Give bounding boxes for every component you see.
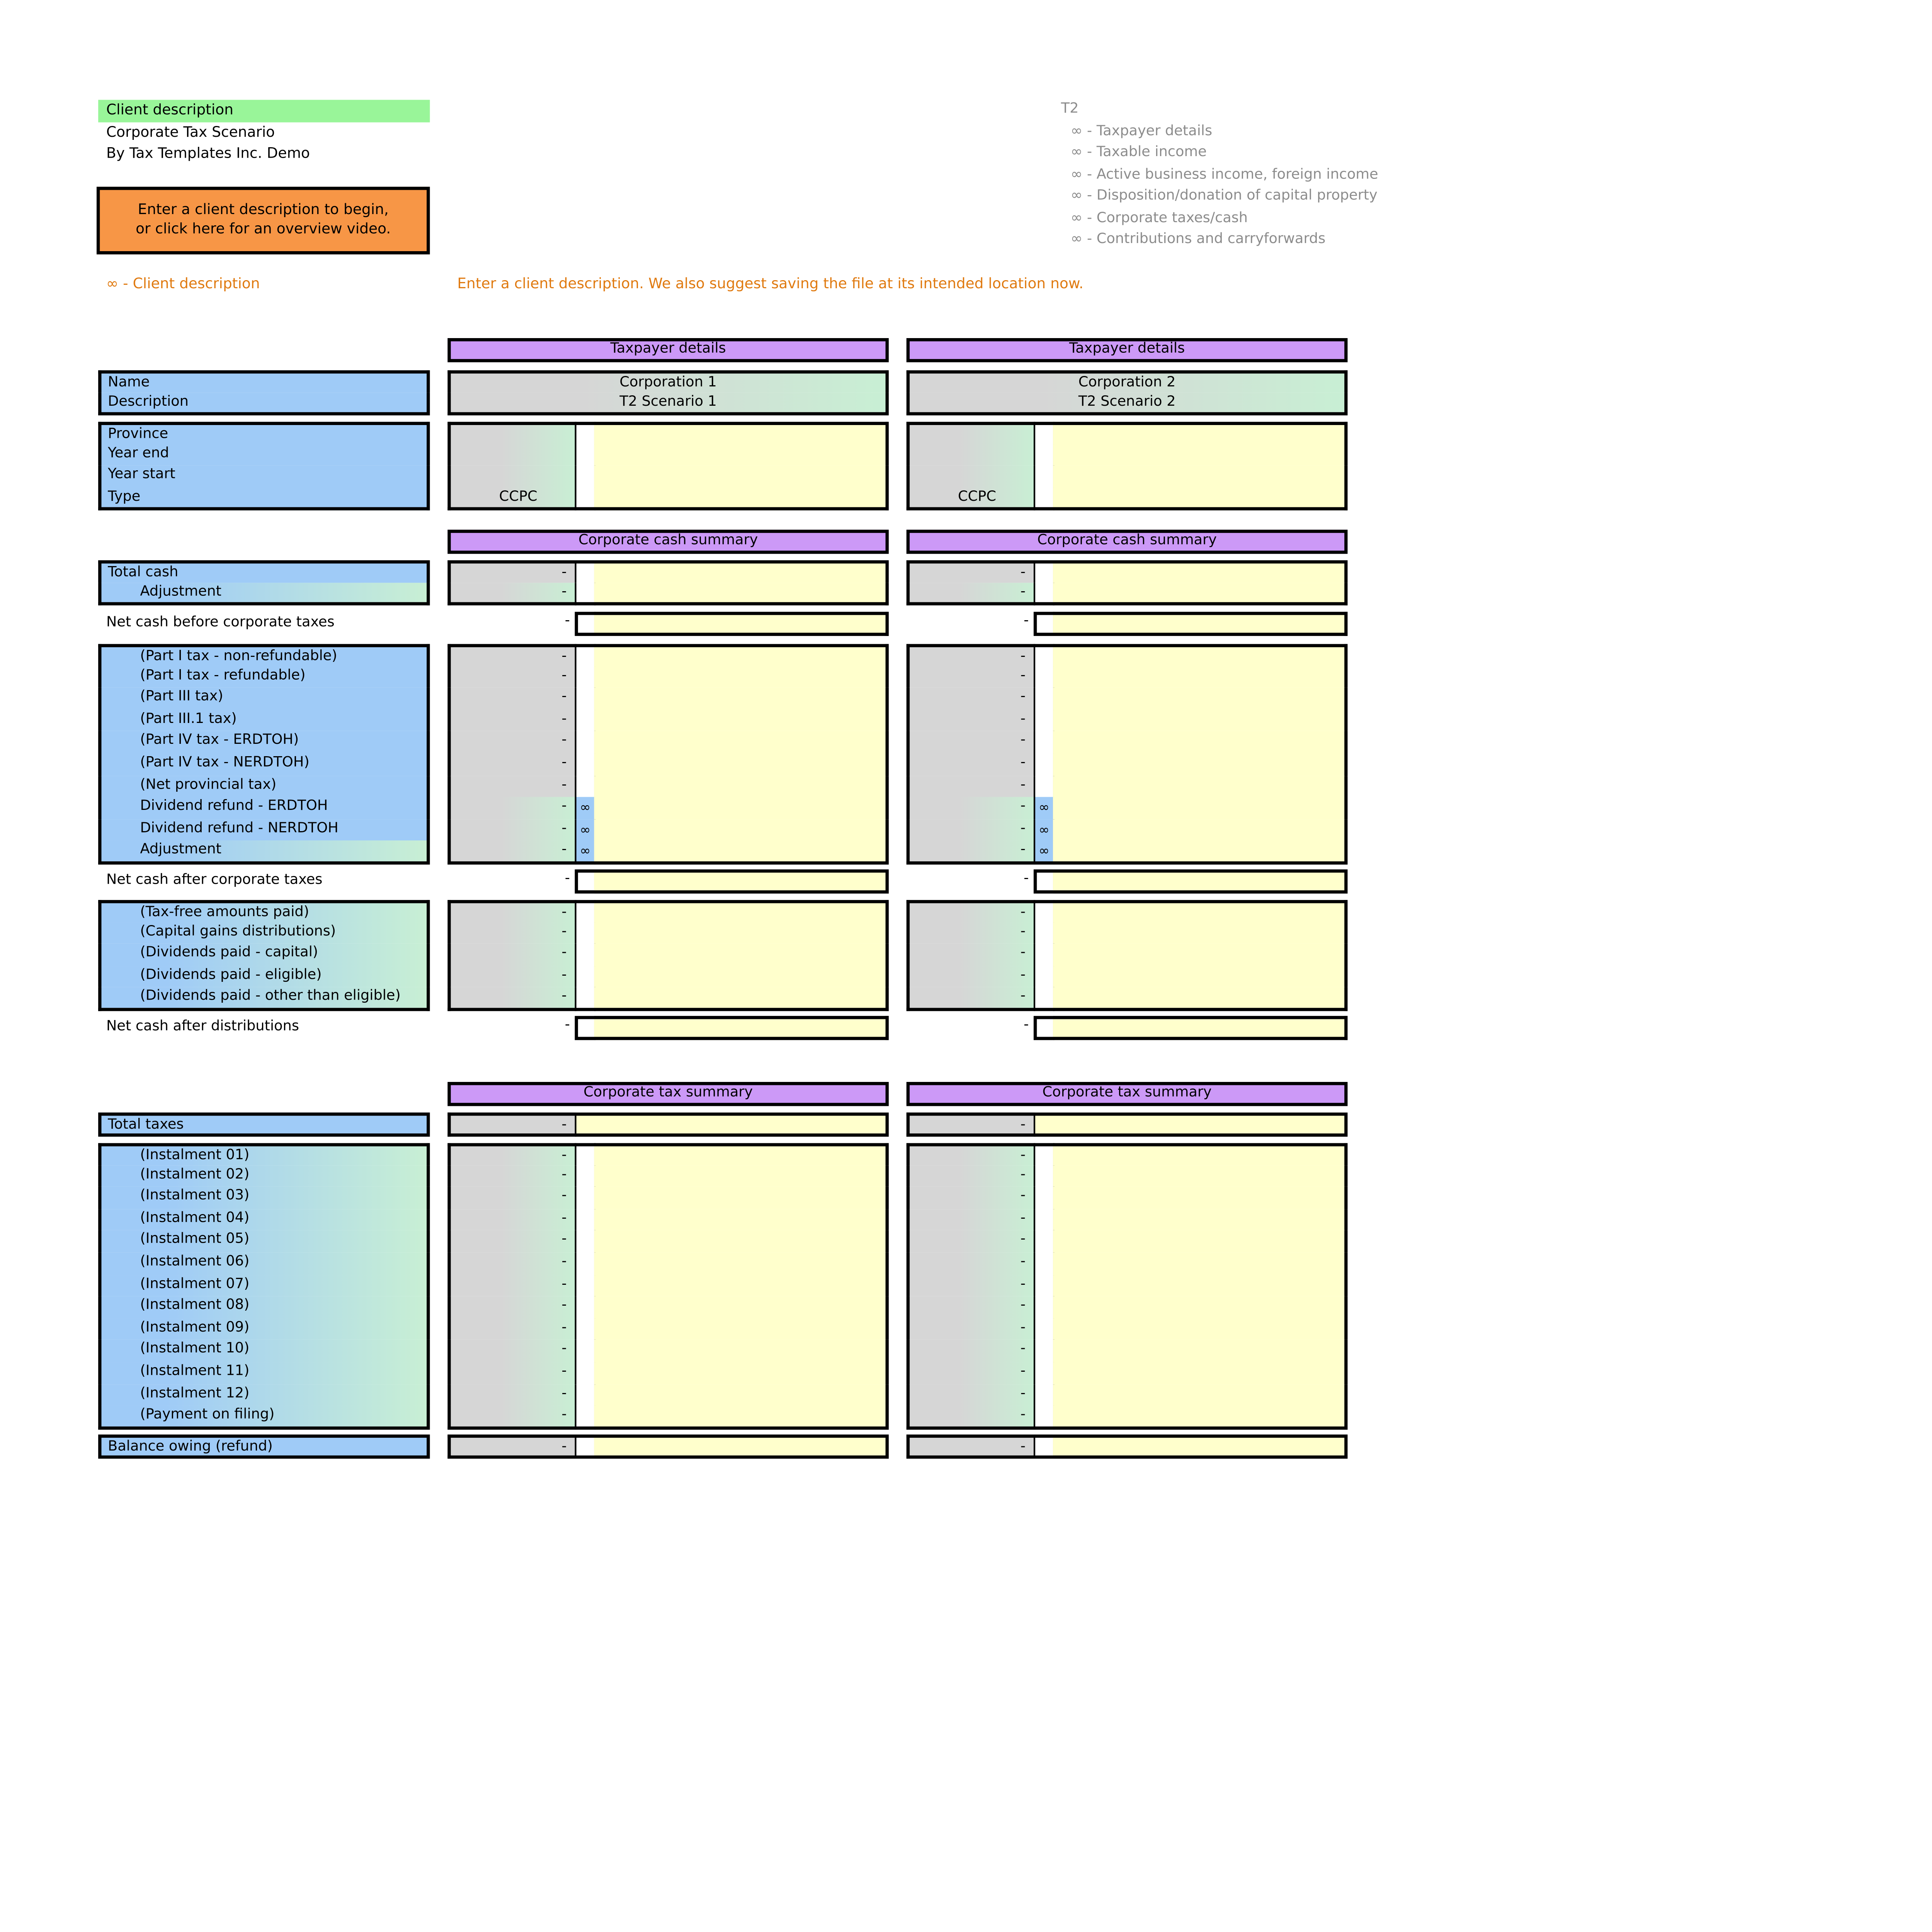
row-label-net-after-distributions: Net cash after distributions <box>106 1019 299 1036</box>
row-label-part1-refundable: (Part I tax - refundable) <box>98 666 430 688</box>
corp1-total-taxes-value[interactable]: - <box>447 1112 576 1137</box>
corp1-tax-row-7-value[interactable]: - <box>447 776 576 798</box>
corp2-instalment-1-notes[interactable] <box>1053 1143 1348 1165</box>
corp2-total-cash-notes[interactable] <box>1053 560 1348 582</box>
corp1-instalment-5-checkbox[interactable] <box>575 1231 596 1253</box>
corp1-net-after-taxes-value: - <box>565 871 570 887</box>
corp2-instalment-1-value[interactable]: - <box>906 1143 1035 1165</box>
corp1-tax-row-2-value[interactable]: - <box>447 666 576 688</box>
corp2-balance-owing-value[interactable]: - <box>906 1435 1035 1459</box>
row-label-instalment-02: (Instalment 02) <box>98 1165 430 1187</box>
corp1-instalment-6-notes[interactable] <box>594 1253 889 1275</box>
corp2-type-checkbox[interactable] <box>1034 488 1054 511</box>
row-label-dividends-other: (Dividends paid - other than eligible) <box>98 988 430 1011</box>
corp2-tax-row-4-value[interactable]: - <box>906 710 1035 732</box>
corp2-instalment-8-checkbox[interactable] <box>1034 1296 1054 1318</box>
corp2-tax-row-2-value[interactable]: - <box>906 666 1035 688</box>
corp2-instalment-5-checkbox[interactable] <box>1034 1231 1054 1253</box>
corp2-tax-row-3-notes[interactable] <box>1053 688 1348 710</box>
corp1-instalment-10-value[interactable]: - <box>447 1340 576 1362</box>
corp1-instalment-12-notes[interactable] <box>594 1384 889 1406</box>
corp1-tax-row-5-value[interactable]: - <box>447 731 576 753</box>
row-label-instalment-03: (Instalment 03) <box>98 1187 430 1209</box>
corp1-year-end-checkbox[interactable] <box>575 444 596 466</box>
row-label-instalment-12: (Instalment 12) <box>98 1384 430 1406</box>
corp2-dist-row-4-value[interactable]: - <box>906 966 1035 988</box>
corp2-dist-row-1-checkbox[interactable] <box>1034 900 1054 922</box>
corp1-instalment-11-value[interactable]: - <box>447 1362 576 1384</box>
corp1-cash-adjustment-notes[interactable] <box>594 582 889 606</box>
corp2-tax-row-9-value[interactable]: - <box>906 819 1035 841</box>
corp1-instalment-9-checkbox[interactable] <box>575 1318 596 1340</box>
row-label-net-before-taxes: Net cash before corporate taxes <box>106 615 335 631</box>
corp2-instalment-2-checkbox[interactable] <box>1034 1165 1054 1187</box>
nav-title: T2 <box>1061 101 1079 118</box>
corp2-dist-row-4-checkbox[interactable] <box>1034 966 1054 988</box>
corp1-tax-row-7-checkbox[interactable] <box>575 776 596 798</box>
row-label-year-start: Year start <box>98 466 430 488</box>
nav-link-corporate-taxes[interactable]: ∞ - Corporate taxes/cash <box>1070 211 1248 227</box>
corp1-year-end-notes[interactable] <box>594 444 889 466</box>
corp2-net-before-taxes-notes[interactable] <box>1053 612 1348 636</box>
corp1-dist-row-1-value[interactable]: - <box>447 900 576 922</box>
corp1-dist-row-3-notes[interactable] <box>594 944 889 966</box>
button-line-1: Enter a client description to begin, <box>138 203 389 219</box>
corp2-instalment-13-value[interactable]: - <box>906 1406 1035 1429</box>
corp1-type-value[interactable]: CCPC <box>447 488 576 511</box>
corp2-tax-row-6-notes[interactable] <box>1053 753 1348 776</box>
corp1-dist-row-4-value[interactable]: - <box>447 966 576 988</box>
corp1-dist-row-4-notes[interactable] <box>594 966 889 988</box>
nav-link-taxpayer-details[interactable]: ∞ - Taxpayer details <box>1070 124 1213 140</box>
corp2-tax-row-5-checkbox[interactable] <box>1034 731 1054 753</box>
corp2-instalment-8-notes[interactable] <box>1053 1296 1348 1318</box>
corp1-tax-row-8-notes[interactable] <box>594 797 889 819</box>
corp2-instalment-10-checkbox[interactable] <box>1034 1340 1054 1362</box>
corp2-dist-row-5-checkbox[interactable] <box>1034 988 1054 1011</box>
corp2-net-after-distributions-checkbox[interactable] <box>1034 1016 1054 1040</box>
corp2-instalment-6-checkbox[interactable] <box>1034 1253 1054 1275</box>
corp1-balance-owing-notes[interactable] <box>594 1435 889 1459</box>
corp2-tax-row-8-link-icon[interactable]: ∞ <box>1034 797 1054 819</box>
corp1-tax-row-10-notes[interactable] <box>594 841 889 865</box>
scenario-author: By Tax Templates Inc. Demo <box>106 146 310 163</box>
corp2-cash-adjustment-value[interactable]: - <box>906 582 1035 606</box>
section-header-tax-2: Corporate tax summary <box>906 1082 1348 1106</box>
row-label-part4-nerdtoh: (Part IV tax - NERDTOH) <box>98 753 430 776</box>
corp1-instalment-11-checkbox[interactable] <box>575 1362 596 1384</box>
corp2-instalment-2-notes[interactable] <box>1053 1165 1348 1187</box>
corp2-dist-row-5-notes[interactable] <box>1053 988 1348 1011</box>
corp1-tax-row-7-notes[interactable] <box>594 776 889 798</box>
corp2-name[interactable]: Corporation 2 <box>906 370 1348 392</box>
corp1-type-notes[interactable] <box>594 488 889 511</box>
section-header-taxpayer-1: Taxpayer details <box>447 338 889 362</box>
corp1-total-cash-checkbox[interactable] <box>575 560 596 582</box>
corp1-instalment-3-checkbox[interactable] <box>575 1187 596 1209</box>
corp1-tax-row-5-notes[interactable] <box>594 731 889 753</box>
corp1-net-after-distributions-checkbox[interactable] <box>575 1016 596 1040</box>
row-label-payment-on-filing: (Payment on filing) <box>98 1406 430 1429</box>
corp1-year-start-checkbox[interactable] <box>575 466 596 488</box>
corp2-instalment-9-notes[interactable] <box>1053 1318 1348 1340</box>
button-line-2: or click here for an overview video. <box>136 221 391 238</box>
corp2-total-cash-checkbox[interactable] <box>1034 560 1054 582</box>
corp1-instalment-11-notes[interactable] <box>594 1362 889 1384</box>
corp1-tax-row-1-value[interactable]: - <box>447 644 576 666</box>
corp1-instalment-7-checkbox[interactable] <box>575 1274 596 1296</box>
row-label-part3-1: (Part III.1 tax) <box>98 710 430 732</box>
corp2-net-after-taxes-value: - <box>1024 871 1029 887</box>
corp1-type-checkbox[interactable] <box>575 488 596 511</box>
corp1-instalment-3-notes[interactable] <box>594 1187 889 1209</box>
row-label-net-provincial: (Net provincial tax) <box>98 776 430 798</box>
corp1-instalment-9-value[interactable]: - <box>447 1318 576 1340</box>
corp2-tax-row-7-value[interactable]: - <box>906 776 1035 798</box>
row-label-tax-free-paid: (Tax-free amounts paid) <box>98 900 430 922</box>
corp2-tax-row-6-value[interactable]: - <box>906 753 1035 776</box>
nav-link-contributions[interactable]: ∞ - Contributions and carryforwards <box>1070 232 1326 248</box>
corp2-dist-row-4-notes[interactable] <box>1053 966 1348 988</box>
corp1-instalment-5-notes[interactable] <box>594 1231 889 1253</box>
row-label-province: Province <box>98 422 430 444</box>
corp2-net-before-taxes-checkbox[interactable] <box>1034 612 1054 636</box>
corp1-total-cash-value[interactable]: - <box>447 560 576 582</box>
corp2-province-notes[interactable] <box>1053 422 1348 444</box>
corp2-dist-row-3-value[interactable]: - <box>906 944 1035 966</box>
row-label-dividend-refund-nerdtoh: Dividend refund - NERDTOH <box>98 819 430 841</box>
corp2-balance-owing-checkbox[interactable] <box>1034 1435 1054 1459</box>
row-label-instalment-11: (Instalment 11) <box>98 1362 430 1384</box>
corp2-dist-row-1-value[interactable]: - <box>906 900 1035 922</box>
corp2-year-end-value[interactable] <box>906 444 1035 466</box>
corp1-tax-row-4-notes[interactable] <box>594 710 889 732</box>
corp2-tax-row-1-value[interactable]: - <box>906 644 1035 666</box>
corp1-net-after-distributions-value: - <box>565 1017 570 1034</box>
section-header-cash-1: Corporate cash summary <box>447 530 889 554</box>
corp1-instalment-13-value[interactable]: - <box>447 1406 576 1429</box>
corp1-dist-row-5-checkbox[interactable] <box>575 988 596 1011</box>
row-label-part1-nonrefundable: (Part I tax - non-refundable) <box>98 644 430 666</box>
corp2-instalment-8-value[interactable]: - <box>906 1296 1035 1318</box>
corp2-tax-row-2-checkbox[interactable] <box>1034 666 1054 688</box>
row-label-instalment-09: (Instalment 09) <box>98 1318 430 1340</box>
corp1-dist-row-5-notes[interactable] <box>594 988 889 1011</box>
corp1-instalment-4-notes[interactable] <box>594 1209 889 1231</box>
corp1-net-before-taxes-value: - <box>565 613 570 630</box>
row-label-instalment-06: (Instalment 06) <box>98 1253 430 1275</box>
corp2-year-end-checkbox[interactable] <box>1034 444 1054 466</box>
corp1-dist-row-1-notes[interactable] <box>594 900 889 922</box>
corp1-instalment-2-checkbox[interactable] <box>575 1165 596 1187</box>
row-label-dividends-capital: (Dividends paid - capital) <box>98 944 430 966</box>
corp1-instalment-1-value[interactable]: - <box>447 1143 576 1165</box>
row-label-cash-adjustment: Adjustment <box>98 582 430 606</box>
corp1-tax-row-3-notes[interactable] <box>594 688 889 710</box>
corp2-instalment-3-checkbox[interactable] <box>1034 1187 1054 1209</box>
corp1-tax-row-6-notes[interactable] <box>594 753 889 776</box>
corp2-instalment-5-notes[interactable] <box>1053 1231 1348 1253</box>
corp2-tax-row-9-link-icon[interactable]: ∞ <box>1034 819 1054 841</box>
corp2-tax-row-8-notes[interactable] <box>1053 797 1348 819</box>
corp2-year-start-notes[interactable] <box>1053 466 1348 488</box>
corp2-tax-row-9-notes[interactable] <box>1053 819 1348 841</box>
corp1-tax-row-9-notes[interactable] <box>594 819 889 841</box>
row-label-instalment-07: (Instalment 07) <box>98 1274 430 1296</box>
corp1-tax-row-6-checkbox[interactable] <box>575 753 596 776</box>
nav-link-disposition[interactable]: ∞ - Disposition/donation of capital property <box>1070 188 1378 205</box>
corp1-instalment-4-checkbox[interactable] <box>575 1209 596 1231</box>
corp2-instalment-7-checkbox[interactable] <box>1034 1274 1054 1296</box>
corp1-tax-row-3-checkbox[interactable] <box>575 688 596 710</box>
corp2-tax-row-7-checkbox[interactable] <box>1034 776 1054 798</box>
corp1-net-after-taxes-checkbox[interactable] <box>575 869 596 894</box>
corp2-tax-row-10-notes[interactable] <box>1053 841 1348 865</box>
corp1-tax-row-1-notes[interactable] <box>594 644 889 666</box>
corp2-year-start-checkbox[interactable] <box>1034 466 1054 488</box>
row-label-total-taxes: Total taxes <box>98 1112 430 1137</box>
corp2-tax-row-3-checkbox[interactable] <box>1034 688 1054 710</box>
corp2-net-after-distributions-notes[interactable] <box>1053 1016 1348 1040</box>
corp1-instalment-12-checkbox[interactable] <box>575 1384 596 1406</box>
corp1-total-cash-notes[interactable] <box>594 560 889 582</box>
corp1-instalment-9-notes[interactable] <box>594 1318 889 1340</box>
corp1-instalment-13-notes[interactable] <box>594 1406 889 1429</box>
corp1-name[interactable]: Corporation 1 <box>447 370 889 392</box>
corp2-instalment-9-value[interactable]: - <box>906 1318 1035 1340</box>
corp2-instalment-13-notes[interactable] <box>1053 1406 1348 1429</box>
corp1-tax-row-9-value[interactable]: - <box>447 819 576 841</box>
corp2-tax-row-6-checkbox[interactable] <box>1034 753 1054 776</box>
corp2-instalment-6-value[interactable]: - <box>906 1253 1035 1275</box>
corp2-dist-row-2-value[interactable]: - <box>906 922 1035 944</box>
corp2-net-before-taxes-value: - <box>1024 613 1029 630</box>
corp1-instalment-13-checkbox[interactable] <box>575 1406 596 1429</box>
corp2-tax-row-10-value[interactable]: - <box>906 841 1035 865</box>
corp2-instalment-11-value[interactable]: - <box>906 1362 1035 1384</box>
client-description-link[interactable]: ∞ - Client description <box>106 277 260 293</box>
corp2-instalment-11-checkbox[interactable] <box>1034 1362 1054 1384</box>
row-label-year-end: Year end <box>98 444 430 466</box>
corp1-net-after-distributions-notes[interactable] <box>594 1016 889 1040</box>
corp1-province-notes[interactable] <box>594 422 889 444</box>
corp1-instalment-6-value[interactable]: - <box>447 1253 576 1275</box>
corp1-instalment-7-notes[interactable] <box>594 1274 889 1296</box>
corp2-dist-row-3-notes[interactable] <box>1053 944 1348 966</box>
corp1-tax-row-3-value[interactable]: - <box>447 688 576 710</box>
corp2-cash-adjustment-checkbox[interactable] <box>1034 582 1054 606</box>
corp1-tax-row-4-value[interactable]: - <box>447 710 576 732</box>
corp1-dist-row-1-checkbox[interactable] <box>575 900 596 922</box>
corp2-instalment-10-notes[interactable] <box>1053 1340 1348 1362</box>
corp2-instalment-3-value[interactable]: - <box>906 1187 1035 1209</box>
corp1-tax-row-4-checkbox[interactable] <box>575 710 596 732</box>
nav-link-taxable-income[interactable]: ∞ - Taxable income <box>1070 145 1207 161</box>
corp1-tax-row-8-value[interactable]: - <box>447 797 576 819</box>
corp2-instalment-6-notes[interactable] <box>1053 1253 1348 1275</box>
corp1-instalment-2-notes[interactable] <box>594 1165 889 1187</box>
section-header-taxpayer-2: Taxpayer details <box>906 338 1348 362</box>
client-description-label[interactable]: Client description <box>98 100 430 122</box>
row-label-balance-owing: Balance owing (refund) <box>98 1435 430 1459</box>
corp2-dist-row-2-notes[interactable] <box>1053 922 1348 944</box>
corp1-instalment-8-checkbox[interactable] <box>575 1296 596 1318</box>
corp1-instalment-8-value[interactable]: - <box>447 1296 576 1318</box>
row-label-part3: (Part III tax) <box>98 688 430 710</box>
corp2-total-taxes-notes[interactable] <box>1034 1112 1348 1137</box>
corp1-balance-owing-value[interactable]: - <box>447 1435 576 1459</box>
corp1-tax-row-9-link-icon[interactable]: ∞ <box>575 819 596 841</box>
row-label-instalment-08: (Instalment 08) <box>98 1296 430 1318</box>
row-label-net-after-taxes: Net cash after corporate taxes <box>106 872 323 889</box>
corp2-province-value[interactable] <box>906 422 1035 444</box>
corp2-tax-row-1-checkbox[interactable] <box>1034 644 1054 666</box>
corp2-tax-row-1-notes[interactable] <box>1053 644 1348 666</box>
corp1-tax-row-10-value[interactable]: - <box>447 841 576 865</box>
corp1-tax-row-5-checkbox[interactable] <box>575 731 596 753</box>
corp2-tax-row-4-notes[interactable] <box>1053 710 1348 732</box>
corp2-instalment-13-checkbox[interactable] <box>1034 1406 1054 1429</box>
corp1-instalment-7-value[interactable]: - <box>447 1274 576 1296</box>
corp1-balance-owing-checkbox[interactable] <box>575 1435 596 1459</box>
corp1-dist-row-3-checkbox[interactable] <box>575 944 596 966</box>
corp1-instalment-8-notes[interactable] <box>594 1296 889 1318</box>
corp2-total-taxes-value[interactable]: - <box>906 1112 1035 1137</box>
corp2-instalment-3-notes[interactable] <box>1053 1187 1348 1209</box>
corp2-instalment-12-checkbox[interactable] <box>1034 1384 1054 1406</box>
corp1-net-before-taxes-notes[interactable] <box>594 612 889 636</box>
corp2-tax-row-5-value[interactable]: - <box>906 731 1035 753</box>
corp2-total-cash-value[interactable]: - <box>906 560 1035 582</box>
corp1-total-taxes-notes[interactable] <box>575 1112 889 1137</box>
corp1-instalment-1-notes[interactable] <box>594 1143 889 1165</box>
corp2-net-after-distributions-value: - <box>1024 1017 1029 1034</box>
row-label-description: Description <box>98 392 430 416</box>
corp2-instalment-12-notes[interactable] <box>1053 1384 1348 1406</box>
row-label-capital-gains-dist: (Capital gains distributions) <box>98 922 430 944</box>
corp1-dist-row-2-value[interactable]: - <box>447 922 576 944</box>
corp2-dist-row-5-value[interactable]: - <box>906 988 1035 1011</box>
row-label-part4-erdtoh: (Part IV tax - ERDTOH) <box>98 731 430 753</box>
section-header-cash-2: Corporate cash summary <box>906 530 1348 554</box>
corp1-instalment-10-notes[interactable] <box>594 1340 889 1362</box>
corp2-tax-row-5-notes[interactable] <box>1053 731 1348 753</box>
corp1-year-start-value[interactable] <box>447 466 576 488</box>
corp1-instalment-10-checkbox[interactable] <box>575 1340 596 1362</box>
corp1-instalment-3-value[interactable]: - <box>447 1187 576 1209</box>
corp2-tax-row-7-notes[interactable] <box>1053 776 1348 798</box>
corp1-instalment-12-value[interactable]: - <box>447 1384 576 1406</box>
corp1-province-checkbox[interactable] <box>575 422 596 444</box>
corp2-tax-row-3-value[interactable]: - <box>906 688 1035 710</box>
row-label-type: Type <box>98 488 430 511</box>
corp1-instalment-1-checkbox[interactable] <box>575 1143 596 1165</box>
corp1-tax-row-8-link-icon[interactable]: ∞ <box>575 797 596 819</box>
corp1-year-end-value[interactable] <box>447 444 576 466</box>
overview-video-button[interactable] <box>97 187 430 254</box>
corp2-instalment-4-value[interactable]: - <box>906 1209 1035 1231</box>
corp2-balance-owing-notes[interactable] <box>1053 1435 1348 1459</box>
corp2-instalment-1-checkbox[interactable] <box>1034 1143 1054 1165</box>
corp2-instalment-9-checkbox[interactable] <box>1034 1318 1054 1340</box>
corp1-instalment-4-value[interactable]: - <box>447 1209 576 1231</box>
corp1-tax-row-10-link-icon[interactable]: ∞ <box>575 841 596 865</box>
corp2-net-after-taxes-notes[interactable] <box>1053 869 1348 894</box>
corp1-net-after-taxes-notes[interactable] <box>594 869 889 894</box>
corp1-tax-row-6-value[interactable]: - <box>447 753 576 776</box>
corp2-cash-adjustment-notes[interactable] <box>1053 582 1348 606</box>
corp1-dist-row-4-checkbox[interactable] <box>575 966 596 988</box>
corp1-year-start-notes[interactable] <box>594 466 889 488</box>
corp2-tax-row-4-checkbox[interactable] <box>1034 710 1054 732</box>
corp2-province-checkbox[interactable] <box>1034 422 1054 444</box>
corp2-dist-row-2-checkbox[interactable] <box>1034 922 1054 944</box>
corp2-tax-row-2-notes[interactable] <box>1053 666 1348 688</box>
corp2-instalment-5-value[interactable]: - <box>906 1231 1035 1253</box>
corp1-dist-row-3-value[interactable]: - <box>447 944 576 966</box>
row-label-total-cash: Total cash <box>98 560 430 582</box>
corp2-net-after-taxes-checkbox[interactable] <box>1034 869 1054 894</box>
corp2-instalment-4-checkbox[interactable] <box>1034 1209 1054 1231</box>
corp1-dist-row-2-checkbox[interactable] <box>575 922 596 944</box>
corp1-tax-row-2-checkbox[interactable] <box>575 666 596 688</box>
row-label-instalment-01: (Instalment 01) <box>98 1143 430 1165</box>
corp1-cash-adjustment-checkbox[interactable] <box>575 582 596 606</box>
corp1-dist-row-2-notes[interactable] <box>594 922 889 944</box>
corp1-dist-row-5-value[interactable]: - <box>447 988 576 1011</box>
corp1-tax-row-2-notes[interactable] <box>594 666 889 688</box>
corp2-dist-row-1-notes[interactable] <box>1053 900 1348 922</box>
nav-link-active-business-income[interactable]: ∞ - Active business income, foreign income <box>1070 167 1378 184</box>
corp1-instalment-5-value[interactable]: - <box>447 1231 576 1253</box>
corp2-instalment-11-notes[interactable] <box>1053 1362 1348 1384</box>
corp2-tax-row-10-link-icon[interactable]: ∞ <box>1034 841 1054 865</box>
corp2-instalment-7-value[interactable]: - <box>906 1274 1035 1296</box>
corp1-instalment-2-value[interactable]: - <box>447 1165 576 1187</box>
corp2-type-notes[interactable] <box>1053 488 1348 511</box>
corp2-instalment-4-notes[interactable] <box>1053 1209 1348 1231</box>
row-label-tax-adjustment: Adjustment <box>98 841 430 865</box>
row-label-name: Name <box>98 370 430 392</box>
scenario-title: Corporate Tax Scenario <box>106 126 275 142</box>
row-label-instalment-10: (Instalment 10) <box>98 1340 430 1362</box>
corp2-instalment-2-value[interactable]: - <box>906 1165 1035 1187</box>
corp2-type-value[interactable]: CCPC <box>906 488 1035 511</box>
row-label-dividend-refund-erdtoh: Dividend refund - ERDTOH <box>98 797 430 819</box>
corp1-instalment-6-checkbox[interactable] <box>575 1253 596 1275</box>
row-label-instalment-05: (Instalment 05) <box>98 1231 430 1253</box>
corp1-tax-row-1-checkbox[interactable] <box>575 644 596 666</box>
corp2-description[interactable]: T2 Scenario 2 <box>906 392 1348 416</box>
client-warning-message: Enter a client description. We also suggest saving the file at its intended location now. <box>457 277 1084 293</box>
corp2-year-end-notes[interactable] <box>1053 444 1348 466</box>
corp1-description[interactable]: T2 Scenario 1 <box>447 392 889 416</box>
row-label-dividends-eligible: (Dividends paid - eligible) <box>98 966 430 988</box>
corp2-instalment-10-value[interactable]: - <box>906 1340 1035 1362</box>
corp1-province-value[interactable] <box>447 422 576 444</box>
corp2-year-start-value[interactable] <box>906 466 1035 488</box>
corp1-net-before-taxes-checkbox[interactable] <box>575 612 596 636</box>
corp2-instalment-12-value[interactable]: - <box>906 1384 1035 1406</box>
corp2-dist-row-3-checkbox[interactable] <box>1034 944 1054 966</box>
row-label-instalment-04: (Instalment 04) <box>98 1209 430 1231</box>
section-header-tax-1: Corporate tax summary <box>447 1082 889 1106</box>
corp2-tax-row-8-value[interactable]: - <box>906 797 1035 819</box>
corp2-instalment-7-notes[interactable] <box>1053 1274 1348 1296</box>
corp1-cash-adjustment-value[interactable]: - <box>447 582 576 606</box>
